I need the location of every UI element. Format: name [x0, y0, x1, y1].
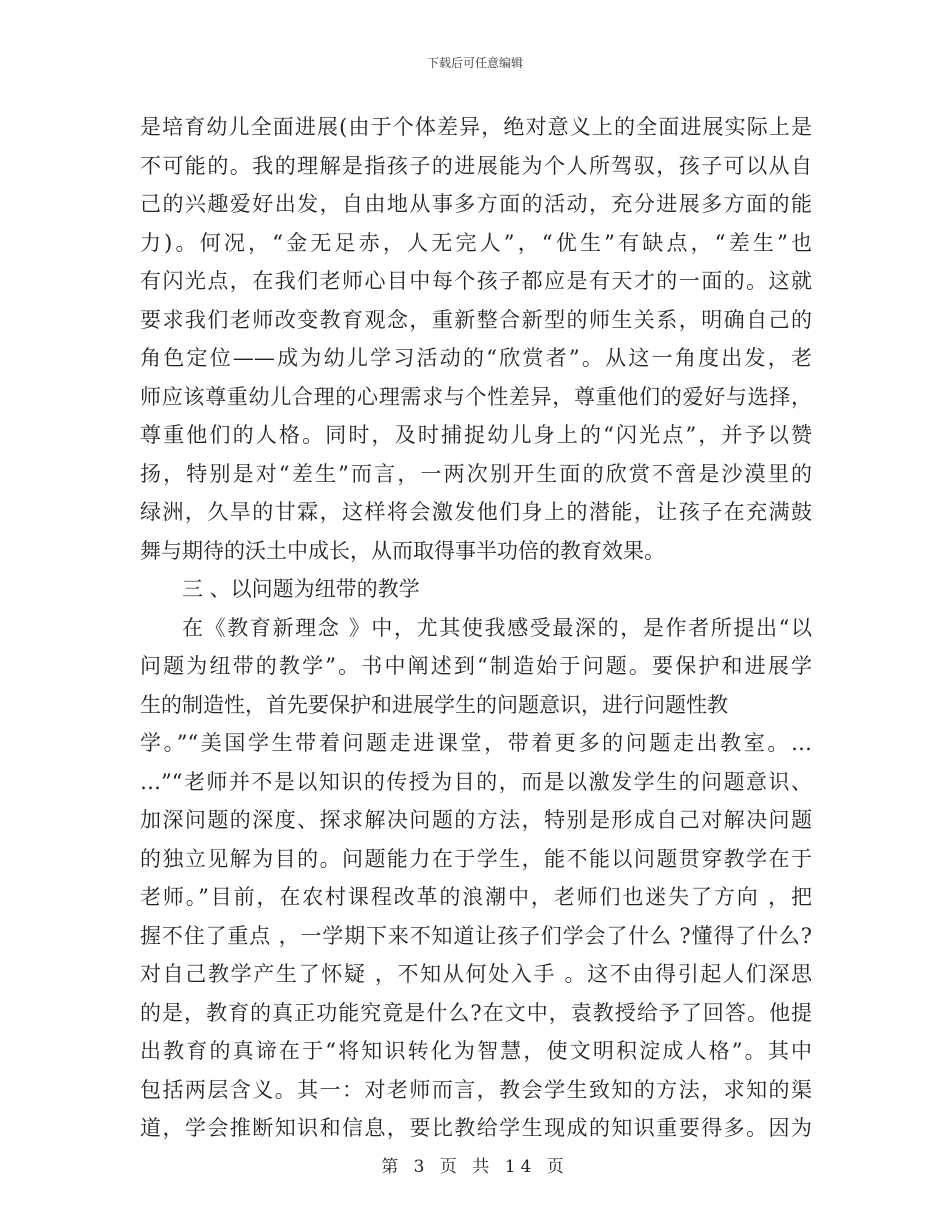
text-line: 生的制造性，首先要保护和进展学生的问题意识，进行问题性教: [140, 692, 728, 717]
text-line: 对自己教学产生了怀疑 ，不知从何处入手 。这不由得引起人们深思: [140, 962, 812, 986]
text-line: 力)。何况，“金无足赤，人无完人”，“优生”有缺点，“差生”也: [140, 230, 812, 255]
text-line: 握不住了重点 ，一学期下来不知道让孩子们学会了什么 ?懂得了什么?: [140, 923, 812, 948]
text-line: 不可能的。我的理解是指孩子的进展能为个人所驾驭，孩子可以从自: [140, 153, 812, 178]
text-line: 问题为纽带的教学”。书中阐述到“制造始于问题。要保护和进展学: [140, 654, 812, 678]
text-line: 角色定位——成为幼儿学习活动的“欣赏者”。从这一角度出发，老: [140, 346, 812, 370]
text-line: 绿洲，久旱的甘霖，这样将会激发他们身上的潜能，让孩子在充满鼓: [140, 500, 812, 524]
text-line: …”“老师并不是以知识的传授为目的，而是以激发学生的问题意识、: [140, 769, 812, 794]
text-line: 出教育的真谛在于“将知识转化为智慧，使文明积淀成人格”。其中: [140, 1039, 812, 1063]
text-line: 是培育幼儿全面进展(由于个体差异，绝对意义上的全面进展实际上是: [140, 115, 812, 139]
text-line: 要求我们老师改变教育观念，重新整合新型的师生关系，明确自己的: [140, 307, 812, 332]
page-number-footer: 第 3 页 共 14 页: [381, 1157, 569, 1177]
text-line: 扬，特别是对“差生”而言，一两次别开生面的欣赏不啻是沙漠里的: [140, 461, 812, 486]
page-header-note: 下载后可任意编辑: [426, 56, 523, 70]
text-line: 加深问题的深度、探求解决问题的方法，特别是形成自己对解决问题: [140, 808, 812, 832]
text-line: 己的兴趣爱好出发，自由地从事多方面的活动，充分进展多方面的能: [140, 192, 812, 216]
text-line: 舞与期待的沃土中成长，从而取得事半功倍的教育效果。: [140, 538, 665, 563]
text-line: 有闪光点，在我们老师心目中每个孩子都应是有天才的一面的。这就: [140, 269, 812, 293]
text-line: 在《教育新理念 》中，尤其使我感受最深的，是作者所提出“以: [182, 615, 812, 640]
section-heading: 三 、以问题为纽带的教学: [182, 577, 420, 601]
text-line: 包括两层含义。其一：对老师而言，教会学生致知的方法，求知的渠: [140, 1077, 812, 1102]
text-line: 师应该尊重幼儿合理的心理需求与个性差异，尊重他们的爱好与选择，: [140, 384, 812, 409]
text-line: 道，学会推断知识和信息，要比教给学生现成的知识重要得多。因为: [140, 1116, 812, 1140]
text-line: 的是，教育的真正功能究竟是什么?在文中，袁教授给予了回答。他提: [140, 1000, 812, 1025]
text-line: 老师。”目前，在农村课程改革的浪潮中，老师们也迷失了方向 ，把: [140, 885, 812, 909]
text-line: 尊重他们的人格。同时，及时捕捉幼儿身上的“闪光点”，并予以赞: [140, 423, 812, 447]
document-body: [140, 108, 812, 1148]
text-line: 学。”“美国学生带着问题走进课堂，带着更多的问题走出教室。…: [140, 731, 812, 755]
text-line: 的独立见解为目的。问题能力在于学生，能不能以问题贯穿教学在于: [140, 846, 812, 871]
